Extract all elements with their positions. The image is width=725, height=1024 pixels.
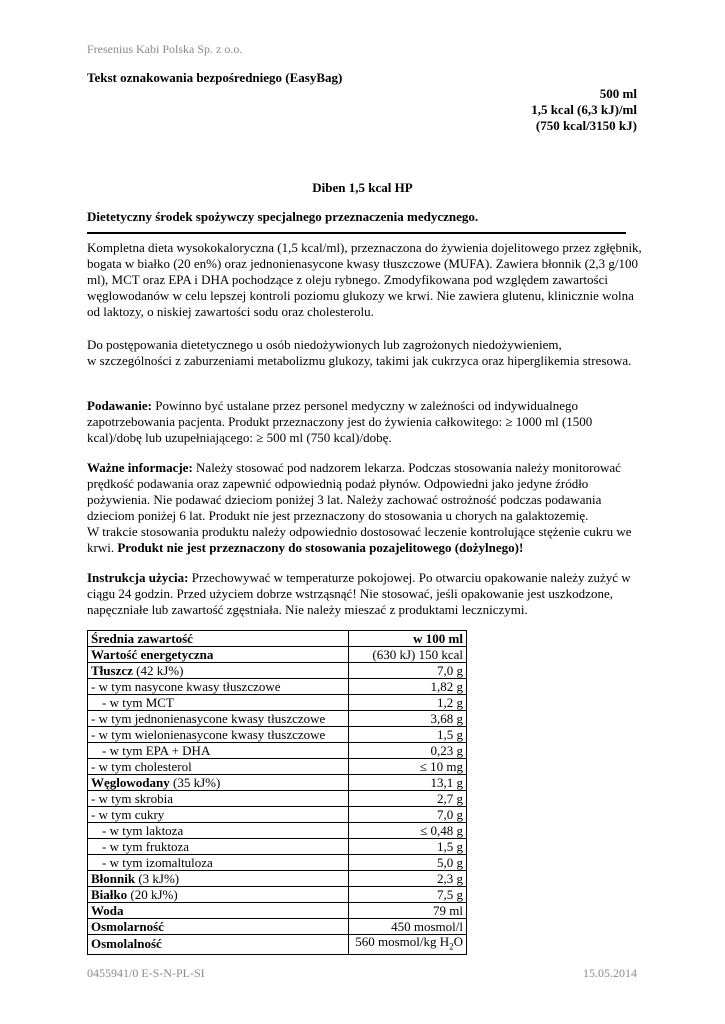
table-row: - w tym wielonienasycone kwasy tłuszczowe 1,5 g — [88, 727, 467, 743]
table-row: - w tym MCT 1,2 g — [88, 695, 467, 711]
volume: 500 ml — [599, 86, 637, 101]
purpose-paragraph — [87, 337, 642, 369]
important-warning: Produkt nie jest przeznaczony do stosowania pozajelitowego (dożylnego)! — [117, 540, 524, 555]
usage-label: Instrukcja użycia: — [87, 570, 189, 585]
important-paragraph — [87, 460, 642, 556]
table-row: - w tym izomaltuloza 5,0 g — [88, 855, 467, 871]
energy-per-ml: 1,5 kcal (6,3 kJ)/ml — [531, 102, 637, 117]
usage-text: Przechowywać w temperaturze pokojowej. Po otwarciu opakowanie należy zużyć w ciągu 24 godzin. Przed użyciem dobrze wstrząsnąć! Nie stosować, jeśli opakowanie jest uszkodzone, napęczniałe lub zawartość zgęstniała. Nie należy mieszać z produktami leczniczymi. — [87, 570, 631, 617]
table-row: - w tym jednonienasycone kwasy tłuszczowe 3,68 g — [88, 711, 467, 727]
document-code: 0455941/0 E-S-N-PL-SI — [87, 966, 205, 980]
usage-paragraph — [87, 570, 642, 618]
table-row: - w tym skrobia 2,7 g — [88, 791, 467, 807]
table-row: - w tym nasycone kwasy tłuszczowe 1,82 g — [88, 679, 467, 695]
table-header-row — [88, 631, 467, 647]
table-row: Węglowodany (35 kJ%) 13,1 g — [88, 775, 467, 791]
table-row: Tłuszcz (42 kJ%) 7,0 g — [88, 663, 467, 679]
table-row: - w tym laktoza ≤ 0,48 g — [88, 823, 467, 839]
important-label: Ważne informacje: — [87, 460, 193, 475]
document-date: 15.05.2014 — [583, 966, 637, 980]
label-title: Tekst oznakowania bezpośredniego (EasyBag) — [87, 70, 343, 85]
header-value-cell: w 100 ml — [349, 631, 467, 647]
purpose-line-2: w szczególności z zaburzeniami metabolizmu glukozy, takimi jak cukrzyca oraz hiperglikemia stresowa. — [87, 353, 632, 368]
table-row: - w tym cukry 7,0 g — [88, 807, 467, 823]
table-row: Wartość energetyczna (630 kJ) 150 kcal — [88, 647, 467, 663]
purpose-line-1: Do postępowania dietetycznego u osób niedożywionych lub zagrożonych niedożywieniem, — [87, 337, 562, 352]
table-row: Białko (20 kJ%) 7,5 g — [88, 887, 467, 903]
table-row: - w tym fruktoza 1,5 g — [88, 839, 467, 855]
company-name: Fresenius Kabi Polska Sp. z o.o. — [87, 42, 243, 56]
energy-total: (750 kcal/3150 kJ) — [535, 118, 637, 133]
table-row: Osmolalność 560 mosmol/kg $H_2O$ — [88, 935, 467, 955]
product-name: Diben 1,5 kcal HP — [312, 180, 413, 195]
table-row: - w tym cholesterol ≤ 10 mg — [88, 759, 467, 775]
product-subtitle: Dietetyczny środek spożywczy specjalnego przeznaczenia medycznego. — [87, 209, 479, 224]
table-row: - w tym EPA + DHA 0,23 g — [88, 743, 467, 759]
nutrition-table — [87, 630, 467, 955]
important-text: Należy stosować pod nadzorem lekarza. Podczas stosowania należy monitorować prędkość podawania oraz zapewnić odpowiednią podaż płynów. Odpowiedni jako jedyne źródło pożywienia. Nie podawać dzieciom poniżej 3 lat. Należy zachować ostrożność podczas podawania dzieciom poniżej 6 lat. Produkt nie jest przeznaczony do stosowania u chorych na galaktozemię. — [87, 460, 621, 523]
header-name-cell: Średnia zawartość — [88, 631, 349, 647]
dosage-text: Powinno być ustalane przez personel medyczny w zależności od indywidualnego zapotrzebowania pacjenta. Produkt przeznaczony jest do żywienia całkowitego: ≥ 1000 ml (1500 kcal)/dobę lub uzupełniającego: ≥ 500 ml (750 kcal)/dobę. — [87, 398, 593, 445]
table-row: Woda 79 ml — [88, 903, 467, 919]
table-row: Błonnik (3 kJ%) 2,3 g — [88, 871, 467, 887]
dosage-label: Podawanie: — [87, 398, 152, 413]
table-row: Osmolarność 450 mosmol/l — [88, 919, 467, 935]
divider — [87, 232, 626, 234]
dosage-paragraph — [87, 398, 642, 446]
important-line-2: W trakcie stosowania produktu należy odpowiednio dostosować leczenie kontrolujące stężenie cukru we krwi. — [87, 524, 632, 555]
description-paragraph: Kompletna dieta wysokokaloryczna (1,5 kcal/ml), przeznaczona do żywienia dojelitowego przez zgłębnik, bogata w białko (20 en%) oraz jednonienasycone kwasy tłuszczowe (MUFA). Zawiera błonnik (2,3 g/100 ml), MCT oraz EPA i DHA pochodzące z oleju rybnego. Zmodyfikowana pod względem zawartości węglowodanów w celu lepszej kontroli poziomu glukozy we krwi. Nie zawiera glutenu, klinicznie wolna od laktozy, o niskiej zawartości sodu oraz cholesterolu. — [87, 240, 642, 319]
